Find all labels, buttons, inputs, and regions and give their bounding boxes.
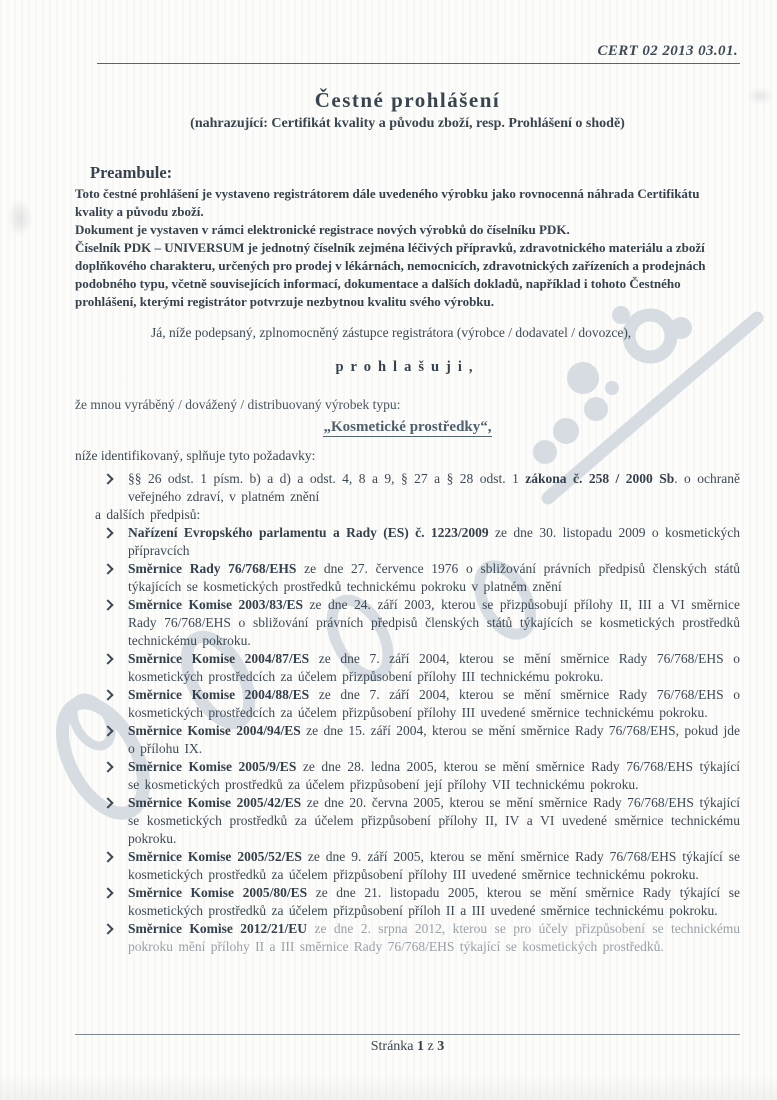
arrow-bullet-icon <box>102 689 113 700</box>
product-name <box>75 417 740 438</box>
preamble-paragraph: Toto čestné prohlášení je vystaveno registrátorem dále uvedeného výrobku jako rovnocenná náhrada Certifikátu kvality a původu zboží. <box>75 186 700 219</box>
arrow-bullet-icon <box>102 653 113 664</box>
page-of-word: z <box>427 1039 434 1054</box>
page-word: Stránka <box>370 1039 414 1054</box>
document-header <box>75 42 740 60</box>
requirement-text: ze dne 20. června 2005, kterou se mění směrnice Rady 76/768/EHS týkající se kosmetických prostředků za účelem přizpůsobení přílohy II, IV a VI uvedené směrnice technickému pokroku. <box>128 795 740 846</box>
arrow-bullet-icon <box>102 725 113 736</box>
requirement-text: ze dne 7. září 2004, kterou se mění směrnice Rady 76/768/EHS o kosmetických prostředcích za účelem přizpůsobení přílohy III technickému pokroku. <box>128 651 740 684</box>
arrow-bullet-icon <box>102 923 113 934</box>
requirement-ref: Směrnice Komise 2005/9/ES <box>128 759 297 774</box>
requirement-item <box>75 722 740 758</box>
requirement-item <box>75 524 740 560</box>
requirement-ref: Směrnice Komise 2004/94/ES <box>128 723 301 738</box>
requirement-item <box>75 560 740 596</box>
arrow-bullet-icon <box>102 563 113 574</box>
requirement-item <box>75 848 740 884</box>
requirement-text: ze dne 28. ledna 2005, kterou se mění směrnice Rady 76/768/EHS týkající se kosmetických prostředků za účelem přizpůsobení její přílohy VII technickému pokroku. <box>128 759 740 792</box>
requirement-text: . o ochraně veřejného zdraví, v platném znění <box>128 471 740 504</box>
requirement-ref: Směrnice Komise 2003/83/ES <box>128 597 304 612</box>
requirement-item <box>75 758 740 794</box>
requirement-ref: Směrnice Komise 2004/87/ES <box>128 651 310 666</box>
requirement-item <box>75 686 740 722</box>
arrow-bullet-icon <box>102 473 113 484</box>
declaration-intro: Já, níže podepsaný, zplnomocněný zástupce registrátora (výrobce / dodavatel / dovozce), <box>151 325 632 340</box>
product-type-intro: že mnou vyráběný / dovážený / distribuovaný výrobek typu: <box>75 397 401 412</box>
requirement-item <box>75 650 740 686</box>
footer-rule <box>75 1034 740 1035</box>
requirement-ref: Směrnice Komise 2005/80/ES <box>128 885 308 900</box>
requirement-text: ze dne 15. září 2004, kterou se mění směrnice Rady 76/768/EHS, pokud jde o přílohu IX. <box>128 723 740 756</box>
page-subtitle: (nahrazující: Certifikát kvality a původu zboží, resp. Prohlášení o shodě) <box>190 116 625 131</box>
page-current: 1 <box>417 1039 425 1054</box>
requirements-intro: níže identifikovaný, splňuje tyto požadavky: <box>75 448 316 463</box>
requirement-ref: Směrnice Komise 2005/52/ES <box>128 849 302 864</box>
page-title: Čestné prohlášení <box>314 88 501 112</box>
requirement-ref: zákona č. 258 / 2000 Sb <box>525 471 675 486</box>
requirement-item <box>75 470 740 506</box>
requirement-text: ze dne 24. září 2003, kterou se přizpůsobují přílohy II, III a VI směrnice Rady 76/768/EHS o sbližování právních předpisů členských států týkajících se kosmetických prostředků technickému pokroku. <box>128 597 740 648</box>
header-rule <box>97 63 740 64</box>
requirement-item <box>75 596 740 650</box>
requirement-text: ze dne 21. listopadu 2005, kterou se mění směrnice Rady týkající se kosmetických prostředků za účelem přizpůsobení příloh II a III uvedené směrnice technickému pokroku. <box>128 885 740 918</box>
declaration-verb: prohlašuji, <box>335 359 480 375</box>
requirement-text: ze dne 2. srpna 2012, kterou se pro účely přizpůsobení se technickému pokroku mění přílohy II a III směrnice Rady 76/768/EHS týkající se kosmetických prostředků. <box>128 921 740 954</box>
page-number <box>75 1038 740 1056</box>
requirement-ref: Směrnice Komise 2004/88/ES <box>128 687 310 702</box>
arrow-bullet-icon <box>102 797 113 808</box>
requirement-item <box>75 794 740 848</box>
page-footer <box>75 1034 740 1056</box>
preamble-paragraph: Číselník PDK – UNIVERSUM je jednotný číselník zejména léčivých přípravků, zdravotnického materiálu a zboží doplňkového charakteru, určených pro prodej v lékárnách, nemocnicích, zdravotnických zařízeních a prodejnách podobného typu, včetně souvisejících informací, dokumentace a dalších dokladů, například i tohoto Čestného prohlášení, kterými registrátor potvrzuje nezbytnou kvalitu svého výrobku. <box>75 240 706 309</box>
arrow-bullet-icon <box>102 761 113 772</box>
requirement-ref: Směrnice Komise 2005/42/ES <box>128 795 302 810</box>
requirement-item <box>75 884 740 920</box>
arrow-bullet-icon <box>102 887 113 898</box>
requirement-item <box>75 920 740 956</box>
product-name-text: „Kosmetické prostředky“, <box>323 419 492 435</box>
requirement-text: ze dne 27. července 1976 o sbližování právních předpisů členských států týkajících se kosmetických prostředků technickému pokroku v platném znění <box>128 561 740 594</box>
document-code: CERT 02 2013 03.01. <box>597 43 738 59</box>
requirement-text: ze dne 30. listopadu 2009 o kosmetických přípravcích <box>128 525 740 558</box>
requirement-text: ze dne 7. září 2004, kterou se mění směrnice Rady 76/768/EHS o kosmetických prostředcích za účelem přizpůsobení přílohy III uvedené směrnice technickému pokroku. <box>128 687 740 720</box>
page-total: 3 <box>437 1039 445 1054</box>
requirement-text: ze dne 9. září 2005, kterou se mění směrnice Rady 76/768/EHS týkající se kosmetických prostředků za účelem přizpůsobení přílohy III uvedené směrnice technickému pokroku. <box>128 849 740 882</box>
preambule-heading: Preambule: <box>90 163 173 182</box>
arrow-bullet-icon <box>102 599 113 610</box>
requirement-ref: Nařízení Evropského parlamentu a Rady (ES) č. 1223/2009 <box>128 525 489 540</box>
preamble-paragraph: Dokument je vystaven v rámci elektronické registrace nových výrobků do číselníku PDK. <box>75 222 570 237</box>
requirement-ref: Směrnice Rady 76/768/EHS <box>128 561 297 576</box>
title-block <box>75 87 740 133</box>
arrow-bullet-icon <box>102 851 113 862</box>
requirements-interjection: a dalších předpisů: <box>95 507 201 522</box>
requirement-ref: Směrnice Komise 2012/21/EU <box>128 921 308 936</box>
arrow-bullet-icon <box>102 527 113 538</box>
requirement-text: §§ 26 odst. 1 písm. b) a d) a odst. 4, 8 a 9, § 27 a § 28 odst. 1 <box>128 471 526 486</box>
requirements-list <box>75 470 740 956</box>
